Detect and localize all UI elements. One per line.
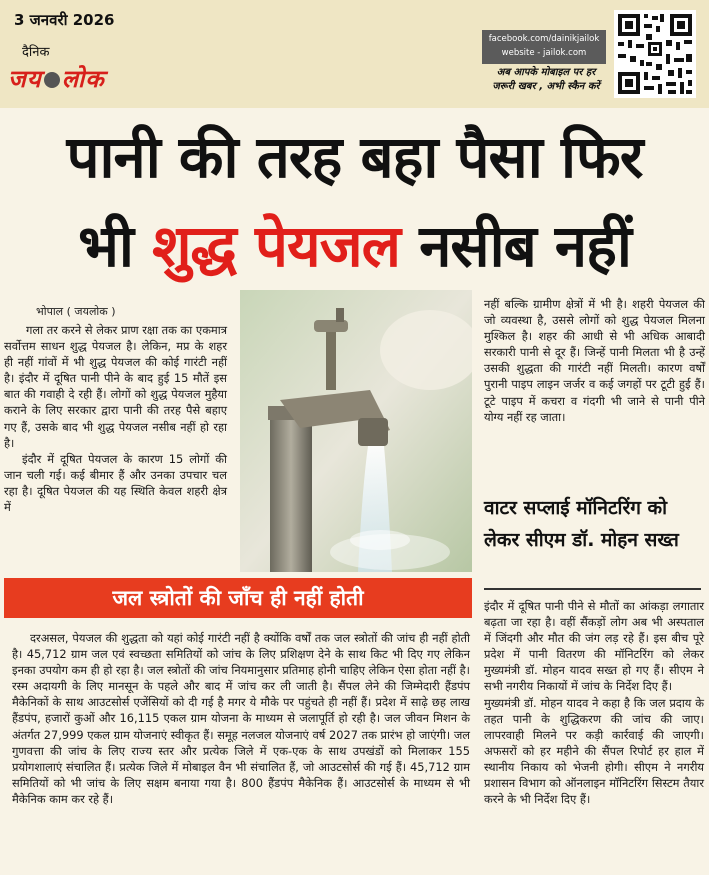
scan-line-2: जरूरी खबर , अभी स्कैन करें [492,81,600,92]
article-column-1 [4,322,227,515]
headline-end: नसीब नहीं [419,212,631,280]
headline-start: भी [78,212,133,280]
website-link[interactable]: website - jailok.com [501,48,587,58]
facebook-link[interactable]: facebook.com/dainikjailok [488,34,600,44]
column-1-paragraph-2: इंदौर में दूषित पेयजल के कारण 15 लोगों की जान चली गई। कई बीमार हैं और उनका उपचार चल रहा है। दूषित पेयजल की यह स्थिति केवल शहरी क्षेत्र में [4,451,227,515]
paper-prefix: दैनिक [22,45,50,60]
logo-right: लोक [61,65,105,93]
social-box [482,30,606,64]
logo-left: जय [8,65,42,93]
sub-headline: वाटर सप्लाई मॉनिटरिंग को लेकर सीएम डॉ. मोहन सख्त [484,497,679,551]
issue-date: 3 जनवरी 2026 [14,11,115,29]
column-3-paragraph: नहीं बल्कि ग्रामीण क्षेत्रों में भी है। शहरी पेयजल की जो व्यवस्था है, उससे लोगों को शुद्ध पेयजल मिलना मुश्किल है। शहर की आधी से भी अधिक आबादी सरकारी पानी से दूर हैं। जिन्हें पानी मिलता भी है उन्हें उसकी शुद्धता की गारंटी नहीं मिलती। कारण वर्षों पुरानी पाइप लाइन जर्जर व कई जगहों पर टूटी हुई हैं। टूटे पाइप में कचरा व गंदगी भी जाने से पानी पीने योग्य नहीं रह जाता। [484,297,705,424]
column-4-paragraph-2: मुख्यमंत्री डॉ. मोहन यादव ने कहा है कि जल प्रदाय के तहत पानी के शुद्धिकरण की जांच की जाए। लापरवाही मिलने पर कड़ी कार्रवाई की जाएगी। अफसरों को हर महीने की सैंपल रिपोर्ट हर हाल में स्थानीय निकाय को भेजनी होगी। सीएम ने नगरीय प्रशासन विभाग को ऑनलाइन मॉनिटरिंग सिस्टम तैयार करने के भी निर्देश दिए हैं। [484,695,704,807]
main-headline-line-1: पानी की तरह बहा पैसा फिर [66,123,643,191]
water-tap-illustration [240,290,472,572]
column-1-paragraph-1: गला तर करने से लेकर प्राण रक्षा तक का एकमात्र सर्वोत्तम साधन शुद्ध पेयजल है। लेकिन, मप्र के शहर ही नहीं गांवों में भी शुद्ध पेयजल की कोई गारंटी नहीं है। इंदौर में दूषित पानी पीने के बाद हुई 15 मौतें इस बात की गवाही दे रही हैं। लोगों को शुद्ध पेयजल मुहैया कराने के लिए सरकार द्वारा पानी की तरह पैसे बहाए गए हैं, उसके बाद भी शुद्ध पेयजल नसीब नहीं हो रहा है। [4,323,227,450]
column-4-paragraph-1: इंदौर में दूषित पानी पीने से मौतों का आंकड़ा लगातार बढ़ता जा रहा है। वहीं सैंकड़ों लोग अब भी अस्पताल में जिंदगी और मौत की जंग लड़ रहे हैं। इस बीच पूरे प्रदेश में पानी वितरण की मॉनिटरिंग को लेकर मुख्यमंत्री डॉ. मोहन यादव सख्त हो गए हैं। सीएम ने सभी नगरीय निकायों में जांच के निर्देश दिए हैं। [484,599,704,694]
main-headline-line-2 [0,200,709,292]
paper-logo [8,62,105,95]
scan-line-1: अब आपके मोबाइल पर हर [496,67,596,78]
qr-code-graphic [614,10,696,98]
divider [484,588,701,590]
article-column-4 [484,598,704,807]
article-column-2 [12,630,470,807]
column-2-paragraph: दरअसल, पेयजल की शुद्धता को यहां कोई गारंटी नहीं है क्योंकि वर्षों तक जल स्त्रोतों की जांच ही नहीं होती है। 45,712 ग्राम जल एवं स्वच्छता समितियों को जांच के लिए प्रशिक्षण देने के साथ किट भी दिए गए लेकिन इनका उपयोग कम ही हो रहा है। जल स्त्रोतों की जांच नियमानुसार प्रतिमाह होनी चाहिए लेकिन ऐसा होता नहीं है। रस्म अदायगी के लिए मानसून के पहले और बाद में जांच कर ली जाती है। सैंपल लेने की जिम्मेदारी हैंडपंप मैकेनिकों के साथ आउटसोर्स एजेंसियों को दी गई है मगर ये मौके पर पहुंचते ही नहीं हैं। प्रदेश में साढ़े छह लाख हैंडपंप, हजारों कुओं और 16,115 एकल ग्राम योजना के माध्यम से जलापूर्ति हो रही है। जल जीवन मिशन के अंतर्गत 27,999 एकल ग्राम योजनाएं स्वीकृत हैं। समूह नलजल योजनाएं वर्ष 2027 तक प्रारंभ हो जाएंगी। जल गुणवत्ता की जांच के लिए राज्य स्तर और प्रत्येक जिले में एक-एक के साथ उपखंडों को मिलाकर 155 प्रयोगशालाएं संचालित हैं। प्रत्येक जिले में मोबाइल वैन भी संचालित हैं, जो आउटसोर्स की गई हैं। 45,712 ग्राम समितियों को भी जांच के लिए सक्षम बनाया गया है। 800 हैंडपंप मैकेनिक हैं। आउटसोर्स के माध्यम से भी मैकेनिक काम कर रहे हैं। [12,631,470,806]
globe-icon [44,72,60,88]
section-banner-title: जल स्त्रोतों की जाँच ही नहीं होती [112,586,364,610]
headline-highlight: शुद्ध पेयजल [152,212,400,280]
byline: भोपाल ( जयलोक ) [36,305,116,318]
article-column-3 [484,296,705,425]
water-tap-photo [240,290,472,572]
qr-code-icon[interactable] [614,10,696,98]
scan-prompt [480,66,612,94]
